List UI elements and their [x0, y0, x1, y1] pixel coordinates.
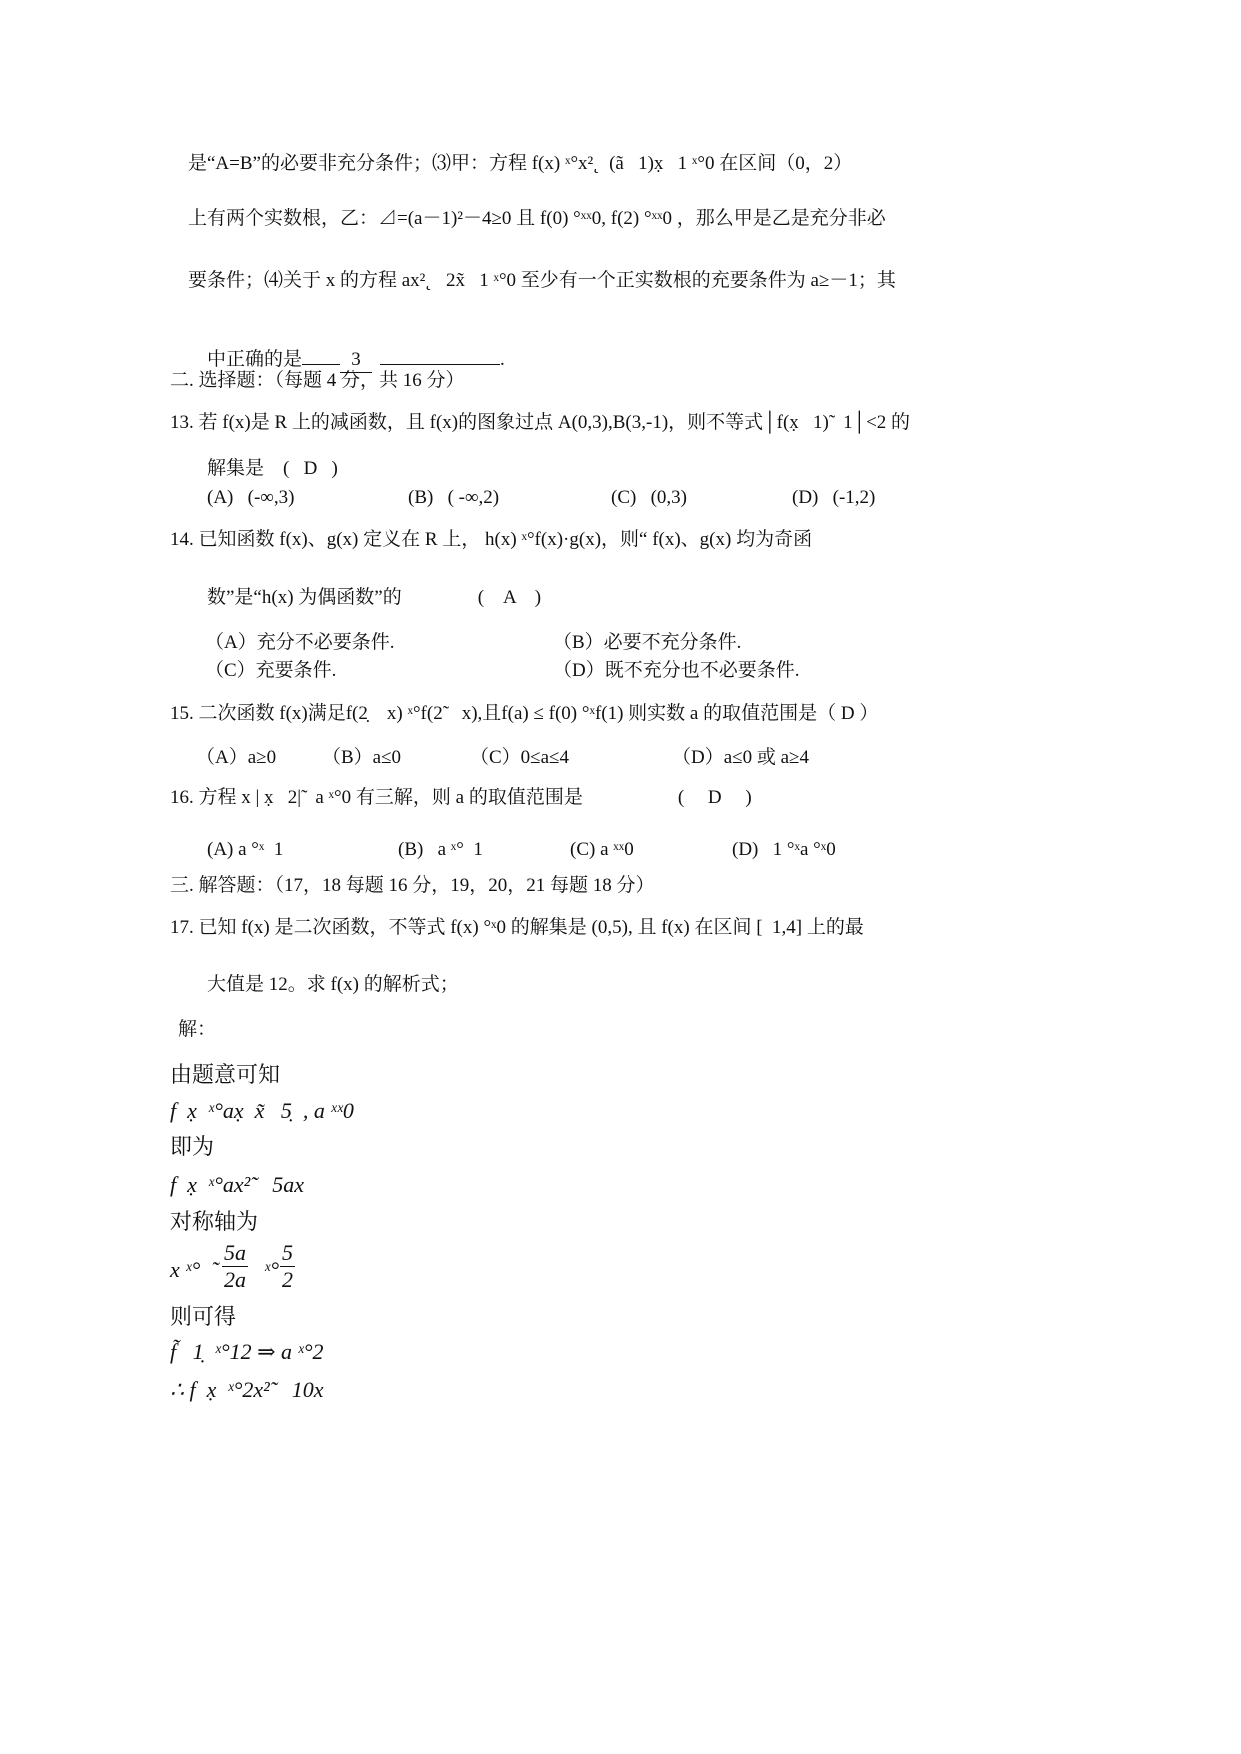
numerator: 5a: [224, 1240, 246, 1265]
text-line: 是“A=B”的必要非充分条件；⑶甲：方程 f(x) ˣ°x²˛ (ã 1)x̣ 1 ˣ°0 在区间（0，2）: [188, 153, 853, 174]
solution-line: f x̣ ˣ°ax²̃ 5ax: [170, 1172, 305, 1197]
option-a: （A）a≥0: [196, 747, 277, 768]
solution-line: f̃ 1̣ ˣ°12 ⇒ a ˣ°2: [170, 1339, 324, 1364]
option-c: （C）充要条件.: [205, 660, 337, 681]
text-line: 要条件；⑷关于 x 的方程 ax²˛ 2x̃ 1 ˣ°0 至少有一个正实数根的充要条件为 a≥－1；其: [188, 270, 896, 291]
answer-suffix: .: [500, 349, 505, 370]
option-a: (A) a °ˣ 1: [207, 839, 284, 860]
option-d: （D）既不充分也不必要条件.: [553, 660, 800, 681]
option-b: （B）必要不充分条件.: [553, 632, 742, 653]
solution-line: 对称轴为: [170, 1209, 259, 1234]
solution-line: f x̣ ˣ°ax̣ x̃ 5̣ , a ˣˣ0: [170, 1098, 354, 1123]
text-line: 上有两个实数根，乙：⊿=(a－1)²－4≥0 且 f(0) °ˣˣ0, f(2) °ˣˣ0 ，那么甲是乙是充分非必: [188, 208, 886, 229]
section-heading: 二. 选择题：（每题 4 分，共 16 分）: [170, 370, 465, 391]
fraction: [222, 1240, 248, 1293]
option-a: （A）充分不必要条件.: [205, 632, 395, 653]
option-d: (D) 1 °ˣa °ˣ0: [732, 839, 836, 860]
question-15-stem: 15. 二次函数 f(x)满足f(2̣ x) ˣ°f(2̃ x),且f(a) ≤ f(0) °ˣf(1) 则实数 a 的取值范围是（ D ）: [170, 703, 879, 724]
numerator: 5: [282, 1240, 293, 1265]
option-c: (C) (0,3): [611, 487, 687, 508]
solution-line: 则可得: [170, 1304, 237, 1329]
question-13-stem: 13. 若 f(x)是 R 上的减函数，且 f(x)的图象过点 A(0,3),B(3,-1)，则不等式│f(x̣ 1)̃ 1│<2 的: [170, 412, 911, 433]
answer-prefix: 中正确的是: [207, 349, 303, 370]
solution-line: 即为: [170, 1134, 215, 1159]
question-16-stem: 16. 方程 x | x̣ 2|̃ a ˣ°0 有三解，则 a 的取值范围是 ( D ): [170, 787, 752, 808]
question-17-stem-cont: 大值是 12。求 f(x) 的解析式；: [207, 974, 459, 995]
denominator: 2a: [224, 1267, 246, 1292]
fraction: [280, 1240, 295, 1293]
solution-line: ∴ f x̣ ˣ°2x²̃ 10x: [170, 1377, 324, 1402]
question-17-stem: 17. 已知 f(x) 是二次函数，不等式 f(x) °ˣ0 的解集是 (0,5), 且 f(x) 在区间 [ 1,4] 上的最: [170, 917, 864, 938]
option-b: (B) a ˣ° 1: [398, 839, 483, 860]
solution-label: 解：: [178, 1019, 217, 1040]
equals-sign: ˣ°: [264, 1257, 280, 1282]
option-d: (D) (-1,2): [792, 487, 876, 508]
question-14-stem: 14. 已知函数 f(x)、g(x) 定义在 R 上， h(x) ˣ°f(x)·g(x)，则“ f(x)、g(x) 均为奇函: [170, 529, 813, 550]
option-b: (B) ( -∞,2): [408, 487, 500, 508]
option-c: (C) a ˣˣ0: [570, 839, 634, 860]
question-14-answer: 数”是“h(x) 为偶函数”的 ( A ): [207, 587, 542, 608]
section-heading: 三. 解答题：（17，18 每题 16 分，19，20，21 每题 18 分）: [170, 875, 655, 896]
question-13-answer: 解集是 ( D ): [207, 458, 338, 479]
option-d: （D）a≤0 或 a≥4: [672, 747, 809, 768]
option-c: （C）0≤a≤4: [470, 747, 569, 768]
option-b: （B）a≤0: [322, 747, 402, 768]
option-a: (A) (-∞,3): [207, 487, 295, 508]
axis-lhs: x ˣ° ̃: [170, 1257, 212, 1282]
solution-line: 由题意可知: [170, 1062, 281, 1087]
denominator: 2: [282, 1267, 293, 1292]
answer-value: 3: [340, 348, 372, 373]
